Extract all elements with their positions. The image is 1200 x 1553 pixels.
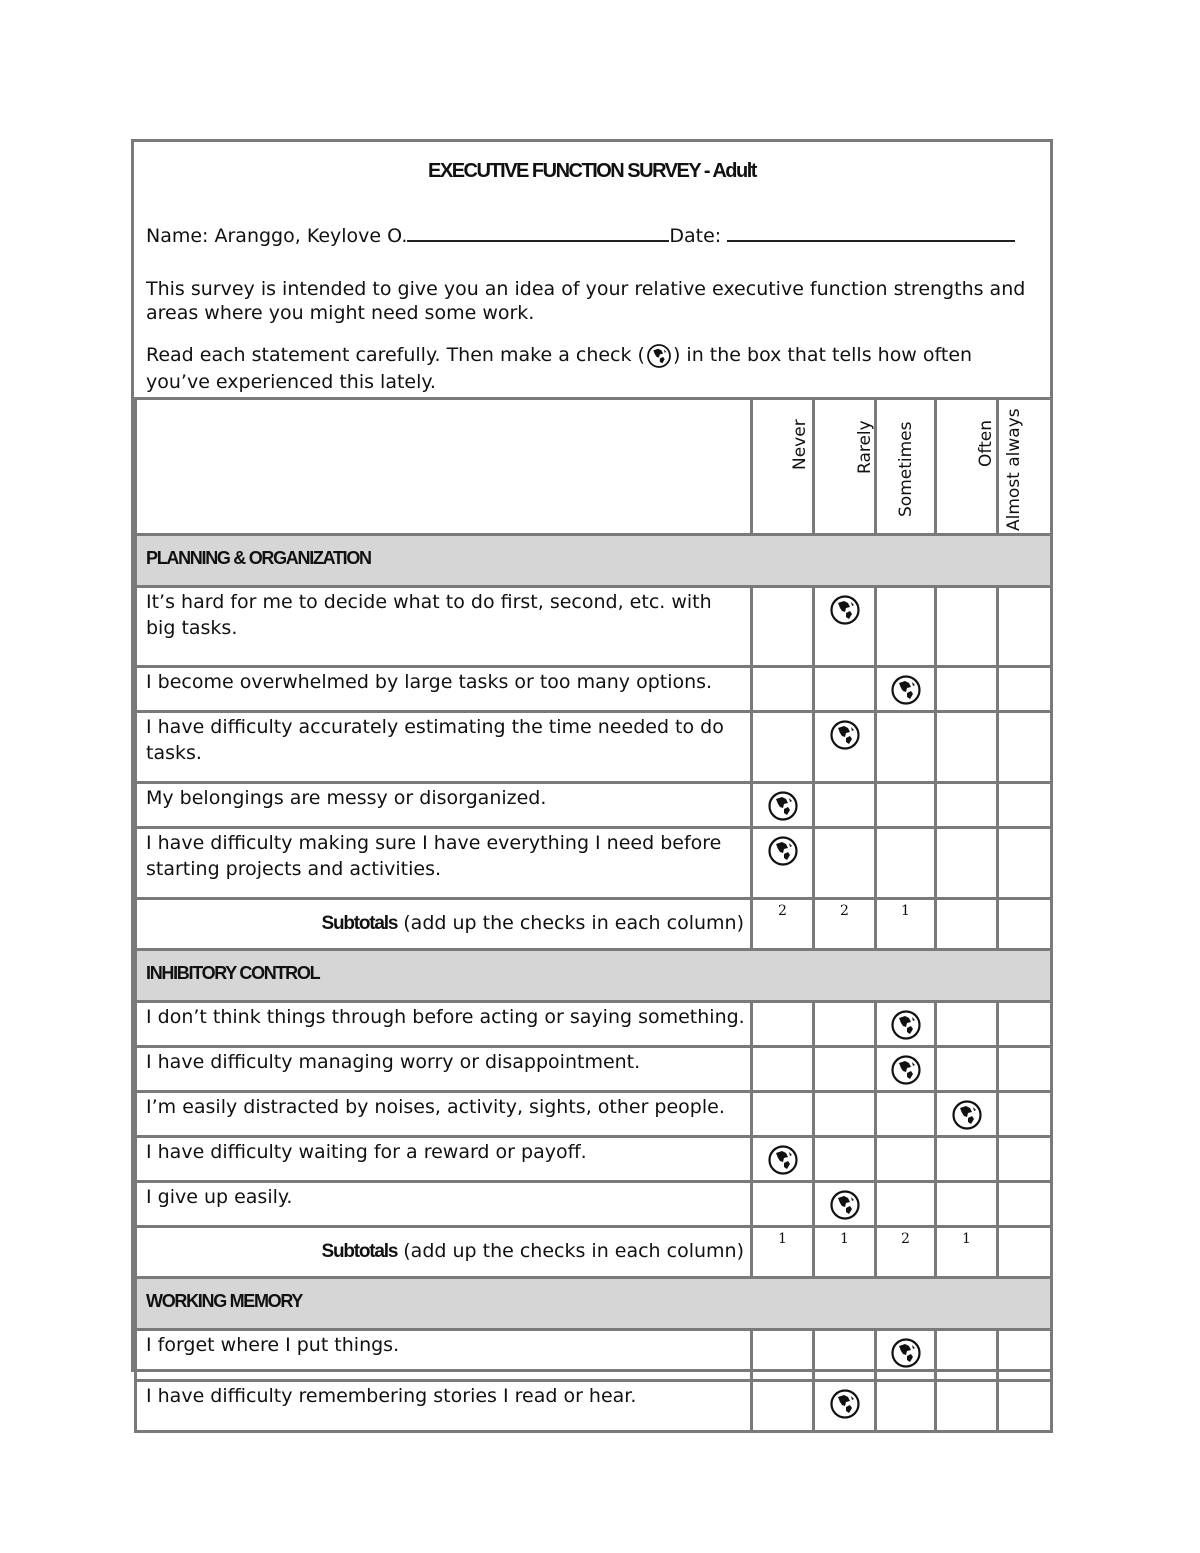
statement-text: It’s hard for me to decide what to do first, second, etc. with big tasks. [136,587,752,667]
subtotal-instructions: (add up the checks in each column) [397,912,744,934]
response-cell-almost-always[interactable] [998,1381,1052,1432]
response-cell-sometimes[interactable] [876,783,936,828]
response-cell-almost-always[interactable] [998,712,1052,783]
date-label: Date: [669,225,722,247]
col-header-rarely: Rarely [814,399,876,535]
response-cell-sometimes[interactable] [876,1182,936,1227]
section-heading: PLANNING & ORGANIZATION [136,535,1052,587]
response-cell-often[interactable] [936,1182,998,1227]
statement-row [136,1137,1052,1182]
response-cell-sometimes[interactable] [876,828,936,899]
response-cell-almost-always[interactable] [998,1092,1052,1137]
statement-row [136,712,1052,783]
statement-text: My belongings are messy or disorganized. [136,783,752,828]
response-cell-rarely[interactable] [814,1330,876,1381]
response-cell-often[interactable] [936,1381,998,1432]
response-cell-rarely[interactable] [814,783,876,828]
response-cell-never[interactable] [752,1137,814,1182]
response-cell-sometimes[interactable] [876,587,936,667]
globe-check-icon [890,1337,922,1369]
section-heading: INHIBITORY CONTROL [136,950,1052,1002]
subtotal-label [136,1227,752,1278]
subtotal-count-never[interactable]: 2 [752,899,814,950]
subtotal-row [136,899,1052,950]
response-cell-sometimes[interactable] [876,1002,936,1047]
subtotal-count-sometimes[interactable]: 1 [876,899,936,950]
section-heading-row [136,950,1052,1002]
instruction-text-start: Read each statement carefully. Then make a check ( [146,344,645,366]
response-cell-sometimes[interactable] [876,1092,936,1137]
subtotal-instructions: (add up the checks in each column) [397,1240,744,1262]
response-cell-often[interactable] [936,712,998,783]
subtotal-count-almost-always[interactable] [998,899,1052,950]
globe-check-icon [951,1099,983,1131]
response-cell-never[interactable] [752,1047,814,1092]
response-cell-rarely[interactable] [814,1137,876,1182]
response-cell-sometimes[interactable] [876,1047,936,1092]
response-cell-almost-always[interactable] [998,1182,1052,1227]
response-cell-almost-always[interactable] [998,587,1052,667]
subtotal-count-sometimes[interactable]: 2 [876,1227,936,1278]
response-cell-never[interactable] [752,1381,814,1432]
date-field[interactable] [727,220,1015,242]
globe-check-icon [767,790,799,822]
response-cell-never[interactable] [752,667,814,712]
response-cell-often[interactable] [936,587,998,667]
name-date-line [146,220,1015,247]
statement-row [136,587,1052,667]
response-cell-never[interactable] [752,1002,814,1047]
response-cell-sometimes[interactable] [876,712,936,783]
statement-row [136,1092,1052,1137]
col-header-never: Never [752,399,814,535]
subtotal-row [136,1227,1052,1278]
response-cell-never[interactable] [752,1330,814,1381]
response-cell-never[interactable] [752,1182,814,1227]
globe-check-icon [890,1009,922,1041]
response-cell-often[interactable] [936,1092,998,1137]
response-cell-sometimes[interactable] [876,1381,936,1432]
response-cell-rarely[interactable] [814,667,876,712]
response-cell-almost-always[interactable] [998,1137,1052,1182]
response-cell-rarely[interactable] [814,1381,876,1432]
response-cell-rarely[interactable] [814,1047,876,1092]
instruction-paragraph [146,342,1036,396]
statement-text: I give up easily. [136,1182,752,1227]
response-cell-rarely[interactable] [814,587,876,667]
response-cell-almost-always[interactable] [998,828,1052,899]
subtotal-count-often[interactable]: 1 [936,1227,998,1278]
subtotal-count-rarely[interactable]: 1 [814,1227,876,1278]
response-cell-often[interactable] [936,783,998,828]
subtotal-label [136,899,752,950]
instruction-text-end: ) in the box that tells how often you’ve experienced this lately. [146,344,973,393]
statement-text: I become overwhelmed by large tasks or too many options. [136,667,752,712]
statement-row [136,1330,1052,1381]
intro-paragraph: This survey is intended to give you an idea of your relative executive function strengths and areas where you might need some work. [146,278,1026,324]
statement-row [136,1381,1052,1432]
statement-row [136,828,1052,899]
survey-table [134,397,1053,1433]
response-cell-rarely[interactable] [814,1002,876,1047]
statement-text: I don’t think things through before acting or saying something. [136,1002,752,1047]
response-cell-never[interactable] [752,828,814,899]
statement-text: I forget where I put things. [136,1330,752,1381]
statement-text: I have difficulty remembering stories I read or hear. [136,1381,752,1432]
globe-check-icon [829,1189,861,1221]
response-cell-almost-always[interactable] [998,1330,1052,1381]
section-heading-row [136,535,1052,587]
globe-check-icon [890,1054,922,1086]
statement-row [136,783,1052,828]
globe-check-icon [829,594,861,626]
response-cell-never[interactable] [752,587,814,667]
section-heading-row [136,1278,1052,1330]
response-cell-often[interactable] [936,1330,998,1381]
statement-row [136,1047,1052,1092]
globe-check-icon [767,835,799,867]
globe-check-icon [829,1388,861,1420]
survey-title: EXECUTIVE FUNCTION SURVEY - Adult [428,160,756,182]
subtotal-count-almost-always[interactable] [998,1227,1052,1278]
response-cell-almost-always[interactable] [998,1002,1052,1047]
statement-text: I have difficulty accurately estimating the time needed to do tasks. [136,712,752,783]
response-cell-sometimes[interactable] [876,667,936,712]
column-header-row [136,399,1052,535]
header-blank-cell [136,399,752,535]
response-cell-almost-always[interactable] [998,667,1052,712]
subtotal-count-never[interactable]: 1 [752,1227,814,1278]
statement-row [136,667,1052,712]
response-cell-rarely[interactable] [814,1092,876,1137]
response-cell-often[interactable] [936,667,998,712]
response-cell-never[interactable] [752,712,814,783]
col-header-sometimes: Sometimes [876,399,936,535]
col-header-almost-always: Almost always [998,399,1052,535]
response-cell-never[interactable] [752,1092,814,1137]
response-cell-often[interactable] [936,828,998,899]
statement-row [136,1002,1052,1047]
globe-check-icon [767,1144,799,1176]
subtotal-bold: Subtotals [321,913,398,934]
response-cell-often[interactable] [936,1137,998,1182]
statement-text: I have difficulty making sure I have everything I need before starting projects and activities. [136,828,752,899]
response-cell-often[interactable] [936,1047,998,1092]
subtotal-count-often[interactable] [936,899,998,950]
subtotal-count-rarely[interactable]: 2 [814,899,876,950]
response-cell-rarely[interactable] [814,712,876,783]
col-header-often: Often [936,399,998,535]
response-cell-rarely[interactable] [814,1182,876,1227]
statement-text: I have difficulty managing worry or disappointment. [136,1047,752,1092]
response-cell-sometimes[interactable] [876,1137,936,1182]
response-cell-sometimes[interactable] [876,1330,936,1381]
survey-form [131,139,1053,1407]
globe-check-icon [890,674,922,706]
name-underline [407,220,669,242]
response-cell-almost-always[interactable] [998,1047,1052,1092]
response-cell-rarely[interactable] [814,828,876,899]
section-heading: WORKING MEMORY [136,1278,1052,1330]
response-cell-often[interactable] [936,1002,998,1047]
response-cell-almost-always[interactable] [998,783,1052,828]
statement-text: I have difficulty waiting for a reward or payoff. [136,1137,752,1182]
statement-text: I’m easily distracted by noises, activity, sights, other people. [136,1092,752,1137]
globe-check-icon [829,719,861,751]
subtotal-bold: Subtotals [321,1241,398,1262]
name-label: Name: Aranggo, Keylove O. [146,225,408,247]
globe-check-icon [646,343,672,369]
statement-row [136,1182,1052,1227]
response-cell-never[interactable] [752,783,814,828]
